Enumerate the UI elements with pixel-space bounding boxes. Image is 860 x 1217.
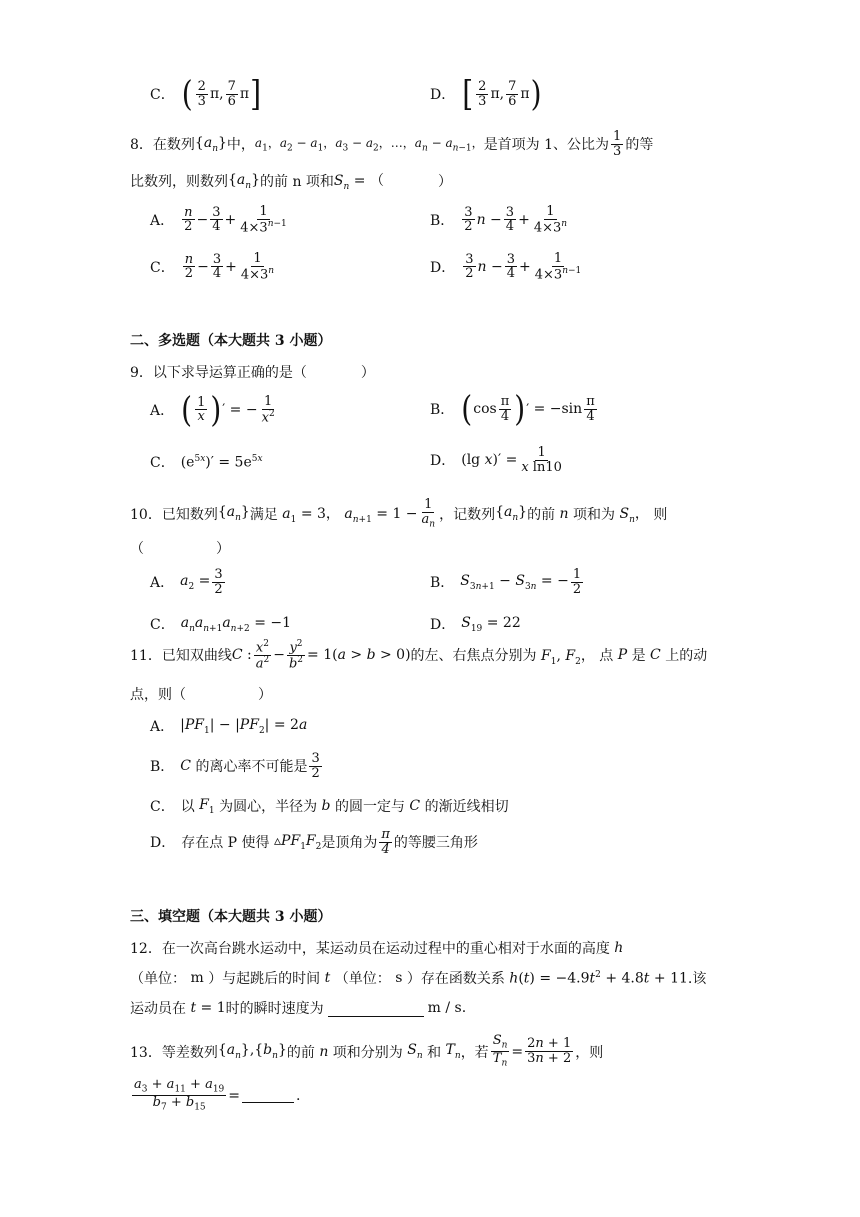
- q9-option-a[interactable]: A． ( $\frac{1}{x}$ ) ′ = − $\frac{1}{x^2}$: [150, 388, 275, 430]
- q9-stem: 9． 以下求导运算正确的是（ ）: [130, 365, 375, 381]
- section-heading-fill-in: 三、填空题（本大题共 3 小题）: [130, 909, 332, 925]
- q8-option-c[interactable]: C． $\frac{n}{2}$ − $\frac{3}{4}$ + $\frac{1}{4\times 3^n}$: [150, 251, 275, 282]
- q11-option-c[interactable]: C． 以 $F_1$ 为圆心，半径为 b 的圆一定与 C 的渐近线相切: [150, 796, 509, 816]
- q10-option-b[interactable]: B． $S_{3n+1} - S_{3n}$ = − $\frac{1}{2}$: [430, 567, 582, 597]
- q10-option-a[interactable]: A． $a_2$ = $\frac{3}{2}$: [150, 567, 223, 597]
- q10-option-c[interactable]: C． $a_na_{n+1}a_{n+2} = -1$: [150, 614, 292, 634]
- q11-option-b[interactable]: B． C 的离心率不可能是 $\frac{3}{2}$: [150, 751, 320, 781]
- q8-stem-line1: 8． 在数列 $\{a_n\}$ 中， $a_1$，$a_2 - a_1$，$a_3 - a_2$，…，$a_n - a_{n-1}$， 是首项为 1、公比为 $\frac{1}{3}$ 的等: [130, 129, 654, 159]
- q9-option-b[interactable]: B． ( cos $\frac{\pi}{4}$ ) ′ = −sin $\frac{\pi}{4}$: [430, 387, 595, 430]
- q7-option-c[interactable]: C． ( $\frac{2}{3}$ π, $\frac{7}{6}$ π ]: [150, 72, 262, 115]
- q11-option-d[interactable]: D． 存在点 P 使得 $▵PF_1F_2$ 是顶角为 $\frac{\pi}{4}$ 的等腰三角形: [150, 827, 478, 857]
- question-number: 8．: [130, 137, 153, 154]
- q8-option-a[interactable]: A． $\frac{n}{2}$ − $\frac{3}{4}$ + $\frac{1}{4\times 3^{n-1}}$: [150, 204, 287, 235]
- q7-option-d[interactable]: D． [ $\frac{2}{3}$ π, $\frac{7}{6}$ π ): [430, 72, 542, 115]
- q12-stem-line1: 12． 在一次高台跳水运动中，某运动员在运动过程中的重心相对于水面的高度 h: [130, 940, 624, 957]
- q11-stem-line1: 11． 已知双曲线 C : $\frac{x^2}{a^2}$ − $\frac{y^2}{b^2}$ = 1(a > b > 0) 的左、右焦点分别为 $F_1$, $F_2$， 点 P 是 C 上的动: [130, 639, 708, 672]
- q11-option-a[interactable]: A． $|PF_1| - |PF_2| = 2a$: [150, 716, 308, 736]
- q10-stem-line1: 10． 已知数列 $\{a_n\}$ 满足 $a_1 = 3$， $a_{n+1} = 1$ − $\frac{1}{a_n}$ ， 记数列 $\{a_n\}$ 的前 n 项和为 $S_n$， 则: [130, 497, 668, 530]
- q12-stem-line3: 运动员在 t = 1 时的瞬时速度为 m / s.: [130, 1000, 467, 1017]
- answer-blank[interactable]: [242, 1088, 294, 1103]
- q13-stem-line1: 13． 等差数列 $\{a_n\},\{b_n\}$ 的前 n 项和分别为 $S_n$ 和 $T_n$ ，若 $\frac{S_n}{T_n}$ = $\frac{2n + 1}{3n + 2}$ ，则: [130, 1033, 604, 1069]
- q10-option-d[interactable]: D． $S_{19} = 22$: [430, 614, 521, 634]
- q10-stem-line2: （ ）: [130, 541, 230, 557]
- q8-option-b[interactable]: B． $\frac{3}{2}$ n − $\frac{3}{4}$ + $\frac{1}{4\times 3^n}$: [430, 204, 568, 235]
- q9-option-c[interactable]: C． $(e^{5x})' = 5e^{5x}$: [150, 453, 263, 471]
- q8-stem-line2: 比数列，则数列 $\{a_n\}$ 的前 n 项和 $S_n$ = （ ）: [130, 171, 452, 192]
- section-heading-multiple-choice: 二、多选题（本大题共 3 小题）: [130, 333, 332, 349]
- answer-blank[interactable]: [328, 1000, 424, 1017]
- q11-stem-line2: 点，则（ ）: [130, 687, 272, 703]
- q8-option-d[interactable]: D． $\frac{3}{2}$ n − $\frac{3}{4}$ + $\frac{1}{4\times 3^{n-1}}$: [430, 251, 582, 282]
- q9-option-d[interactable]: D． (lg x)′ = $\frac{1}{\text{x ln10}}$: [430, 445, 562, 475]
- q12-stem-line2: （单位： m ）与起跳后的时间 t （单位： s ）存在函数关系 $h(t) = -4.9t^2 + 4.8t + 11$ .该: [130, 969, 707, 987]
- q13-stem-line2: $\frac{a_3 + a_{11} + a_{19}}{b_7 + b_{15}}$ = .: [134, 1077, 301, 1113]
